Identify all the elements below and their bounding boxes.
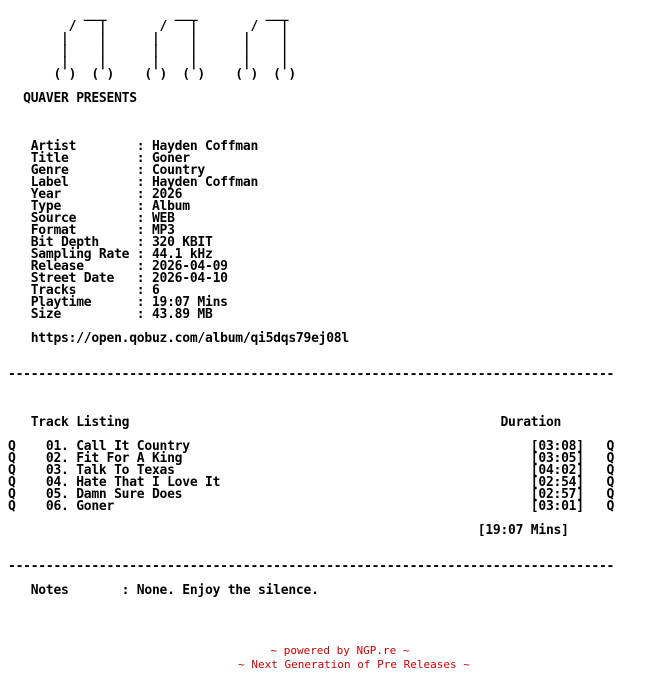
presents-line: QUAVER PRESENTS: [8, 91, 137, 106]
total-playtime: [19:07 Mins]: [8, 523, 569, 538]
release-info: Artist : Hayden Coffman Title : Goner Genre : Country Label : Hayden Coffman Year : 2026 Type : Album Source : WEB Format : MP3 Bit Depth : 320 KBIT Sampling Rate : 44.1 kHz Release : 2026-04-09 Street Date : 2026-04-10 Tracks : 6 Playtime : 19:07 Mins Size : 43.89 MB: [30, 139, 259, 322]
nfo-text: [8, 9, 614, 597]
album-url: https://open.qobuz.com/album/qi5dqs79ej08l: [8, 331, 349, 346]
tagline-text: ~ Next Generation of Pre Releases ~: [238, 658, 470, 671]
track-listing-header: Track Listing Duration: [8, 415, 562, 430]
divider-bottom: --------------------------------------------------------------------------------: [8, 559, 615, 574]
powered-by-text: ~ powered by NGP.re ~: [270, 644, 410, 657]
ascii-logo: ___ ___ ___ / | / | / | | | | | | | | | | | | | | | | | | | ( ) ( ) ( ) ( ) ( ) ( ): [53, 7, 296, 82]
track-list: Q 01. Call It Country [03:08] Q Q 02. Fit For A King [03:05] Q Q 03. Talk To Texas [04:02] Q Q 04. Hate That I Love It [02:54] Q Q 05. Damn Sure Does [02:57] Q Q 06. Goner [03:01] Q: [8, 439, 615, 514]
divider-top: --------------------------------------------------------------------------------: [8, 367, 615, 382]
notes-line: Notes : None. Enjoy the silence.: [8, 583, 319, 598]
